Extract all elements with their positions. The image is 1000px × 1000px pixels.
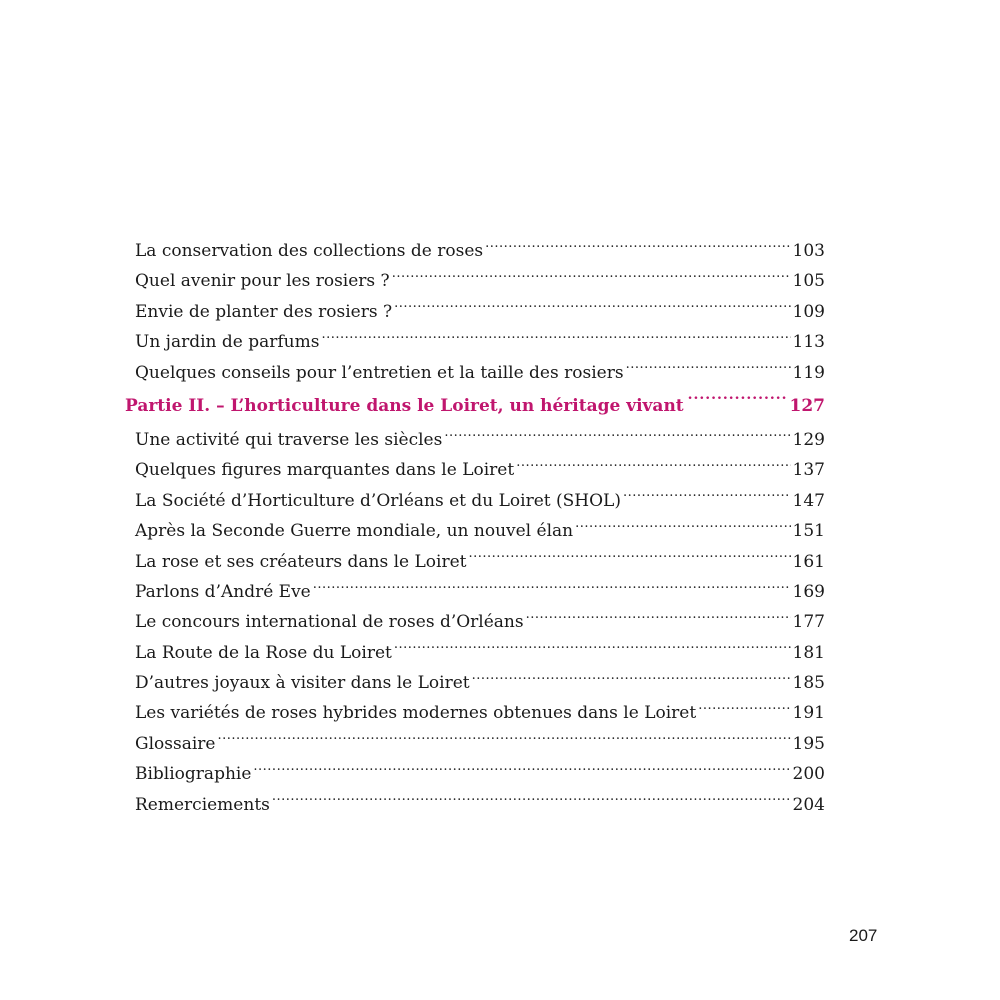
toc-entry-title: Après la Seconde Guerre mondiale, un nouvel élan [135, 521, 574, 542]
toc-entry-page: 161 [792, 551, 825, 572]
toc-entry [135, 236, 825, 266]
toc-entry-page: 151 [792, 521, 825, 542]
toc-entry-title: Glossaire [135, 733, 216, 754]
toc-entry-page: 129 [792, 429, 825, 450]
part-heading-title: Partie II. – L’horticulture dans le Loiret, un héritage vivant [125, 395, 684, 416]
toc-entry-title: La Route de la Rose du Loiret [135, 642, 392, 663]
dot-leader [394, 641, 791, 658]
dot-leader [626, 361, 791, 378]
dot-leader [485, 239, 790, 256]
dot-leader [394, 300, 790, 317]
dot-leader [472, 671, 791, 688]
toc-entry-page: 119 [792, 362, 825, 383]
dot-leader [698, 701, 790, 718]
dot-leader [469, 550, 791, 567]
toc-entry-title: Quel avenir pour les rosiers ? [135, 271, 390, 292]
dot-leader [217, 732, 790, 749]
toc-entry-page: 204 [792, 794, 825, 815]
toc-entry-title: Le concours international de roses d’Orléans [135, 612, 524, 633]
dot-leader [444, 428, 790, 445]
dot-leader [526, 610, 791, 627]
toc-entry [135, 266, 825, 296]
toc-entry-title: Parlons d’André Eve [135, 581, 311, 602]
toc-entry-page: 195 [792, 733, 825, 754]
toc-entry-title: Un jardin de parfums [135, 332, 320, 353]
toc-entry-title: La rose et ses créateurs dans le Loiret [135, 551, 467, 572]
toc-entry [135, 577, 825, 607]
toc-entry-page: 109 [792, 301, 825, 322]
toc-entry [135, 759, 825, 789]
toc-entry [135, 297, 825, 327]
toc-entry-page: 147 [792, 490, 825, 511]
toc-entry-page: 169 [792, 581, 825, 602]
toc-entry [135, 547, 825, 577]
toc-entry-page: 113 [792, 332, 825, 353]
toc-entry [135, 607, 825, 637]
toc-entry-page: 185 [792, 673, 825, 694]
table-of-contents [125, 236, 825, 820]
dot-leader [253, 762, 790, 779]
page-number: 207 [849, 926, 878, 945]
toc-entry [135, 516, 825, 546]
toc-entry-page: 191 [792, 703, 825, 724]
toc-entry-page: 105 [792, 271, 825, 292]
toc-entry [135, 638, 825, 668]
toc-entry-page: 137 [792, 460, 825, 481]
part-heading [125, 388, 825, 425]
toc-entry-page: 200 [792, 764, 825, 785]
dot-leader [575, 519, 790, 536]
toc-entry [135, 668, 825, 698]
toc-entry [135, 486, 825, 516]
dot-leader [272, 793, 791, 810]
dot-leader [688, 394, 786, 411]
toc-entry-title: Une activité qui traverse les siècles [135, 429, 443, 450]
toc-entry-title: Remerciements [135, 794, 270, 815]
dot-leader [313, 580, 791, 597]
toc-entry-title: Bibliographie [135, 764, 252, 785]
toc-entry-title: Quelques conseils pour l’entretien et la taille des rosiers [135, 362, 624, 383]
toc-entry-title: D’autres joyaux à visiter dans le Loiret [135, 673, 470, 694]
dot-leader [623, 489, 791, 506]
part-heading-page: 127 [789, 395, 825, 416]
toc-entry-title: Les variétés de roses hybrides modernes obtenues dans le Loiret [135, 703, 697, 724]
toc-entry-page: 177 [792, 612, 825, 633]
toc-entry [135, 698, 825, 728]
toc-entry-title: Quelques figures marquantes dans le Loiret [135, 460, 515, 481]
toc-entry [135, 729, 825, 759]
dot-leader [516, 458, 790, 475]
toc-entry [135, 425, 825, 455]
dot-leader [392, 269, 791, 286]
toc-entry [135, 358, 825, 388]
toc-entry-title: La conservation des collections de roses [135, 241, 484, 261]
toc-entry [135, 790, 825, 820]
dot-leader [321, 330, 790, 347]
toc-entry-title: La Société d’Horticulture d’Orléans et du Loiret (SHOL) [135, 490, 621, 511]
toc-entry [135, 327, 825, 357]
toc-entry [135, 455, 825, 485]
toc-entry-page: 103 [792, 241, 825, 261]
toc-entry-page: 181 [792, 642, 825, 663]
toc-entry-title: Envie de planter des rosiers ? [135, 301, 393, 322]
